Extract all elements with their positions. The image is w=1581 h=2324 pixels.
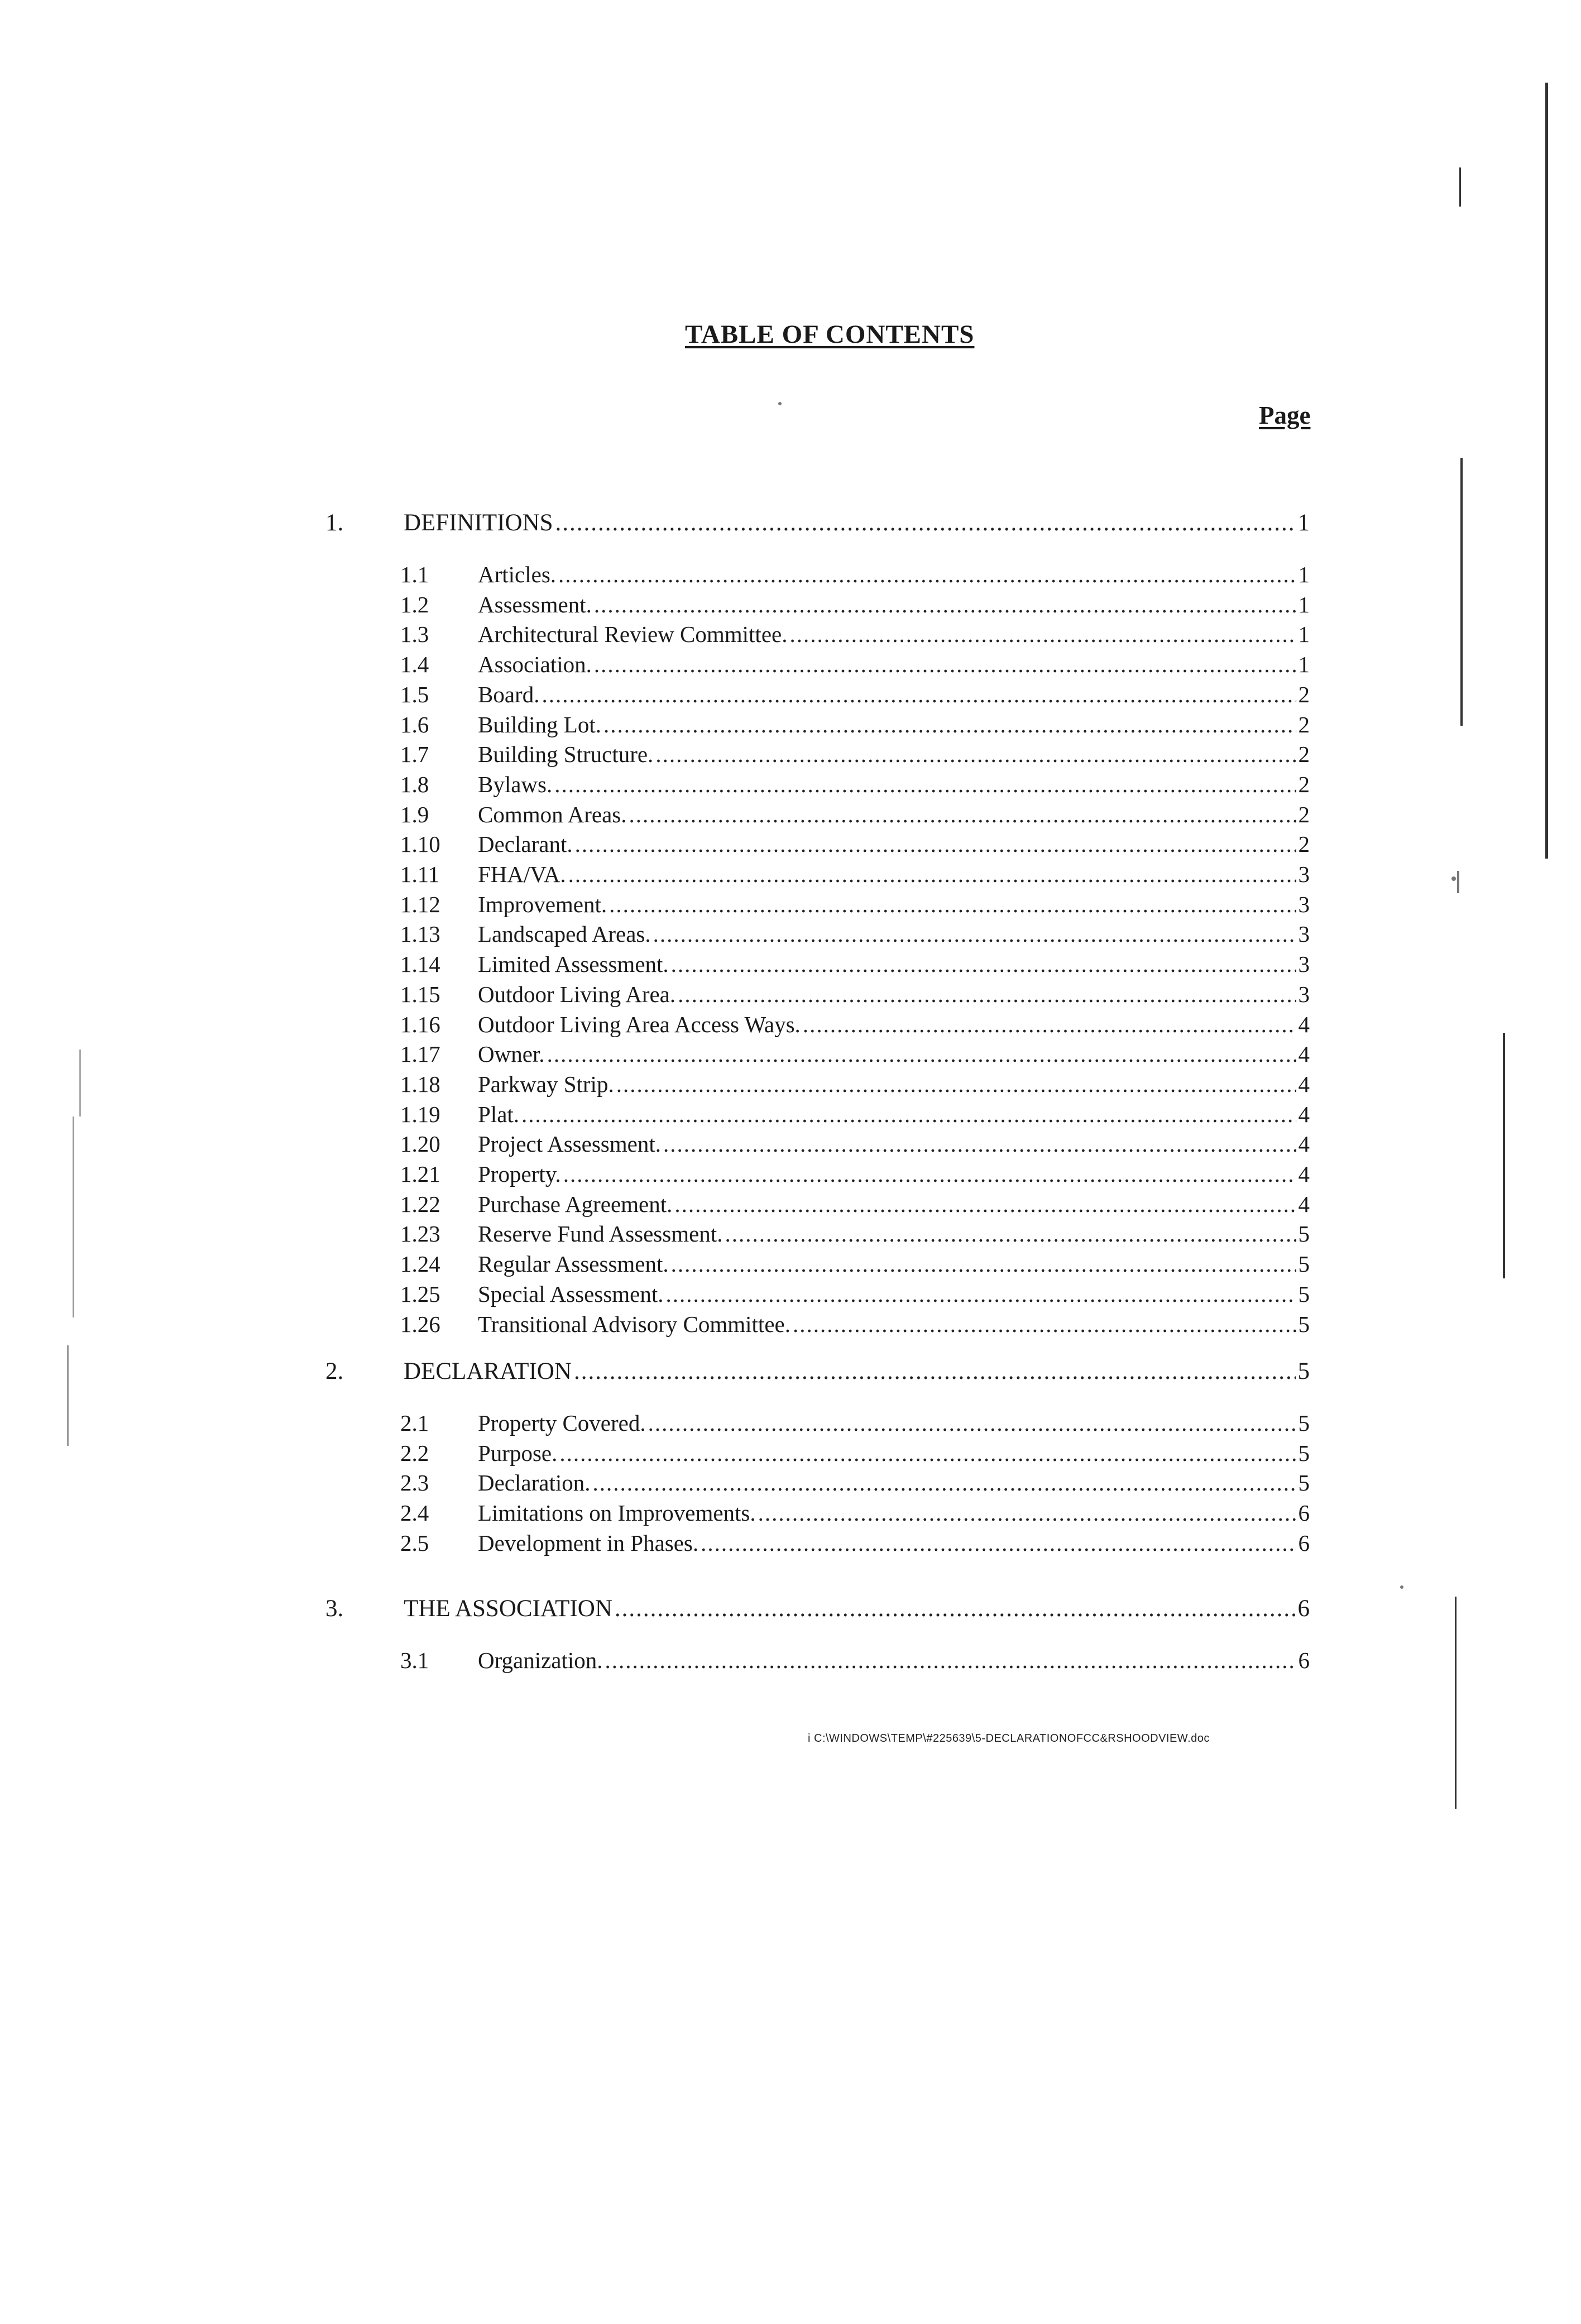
toc-entry-number: 2. bbox=[325, 1358, 344, 1384]
dot-leader bbox=[609, 890, 1296, 919]
toc-entry-page: 2 bbox=[1298, 801, 1310, 827]
toc-entry-page: 4 bbox=[1298, 1101, 1310, 1127]
toc-entry-title: Landscaped Areas. bbox=[478, 921, 651, 947]
toc-entry-row bbox=[400, 830, 1310, 859]
toc-entry-number: 3. bbox=[325, 1595, 344, 1622]
toc-entry-page: 5 bbox=[1298, 1281, 1310, 1307]
toc-entry-number: 1. bbox=[325, 510, 344, 536]
scan-speck bbox=[1457, 871, 1459, 893]
dot-leader bbox=[574, 1357, 1296, 1386]
dot-leader bbox=[789, 620, 1296, 649]
dot-leader bbox=[671, 1249, 1296, 1279]
toc-entry-page: 4 bbox=[1298, 1191, 1310, 1217]
toc-entry-title: Transitional Advisory Committee. bbox=[478, 1311, 790, 1337]
toc-entry-row bbox=[400, 1070, 1310, 1099]
toc-entry-row bbox=[400, 1498, 1310, 1528]
toc-entry-page: 1 bbox=[1297, 510, 1310, 536]
toc-entry-row bbox=[400, 1310, 1310, 1339]
scan-edge-line bbox=[79, 1050, 81, 1117]
toc-entry-number: 1.26 bbox=[400, 1311, 440, 1337]
toc-entry-row bbox=[400, 650, 1310, 679]
toc-entry-page: 5 bbox=[1297, 1358, 1310, 1384]
toc-entry-number: 1.5 bbox=[400, 681, 429, 707]
toc-entry-page: 2 bbox=[1298, 771, 1310, 797]
dot-leader bbox=[615, 1594, 1296, 1623]
toc-entry-number: 1.21 bbox=[400, 1161, 440, 1187]
toc-entry-title: Board. bbox=[478, 681, 540, 707]
toc-entry-row bbox=[400, 1249, 1310, 1279]
dot-leader bbox=[568, 860, 1296, 889]
dot-leader bbox=[616, 1070, 1296, 1099]
toc-entry-title: Improvement. bbox=[478, 891, 607, 917]
dot-leader bbox=[629, 800, 1296, 830]
toc-entry-title: Owner. bbox=[478, 1041, 545, 1067]
dot-leader bbox=[559, 1439, 1296, 1468]
toc-entry-number: 2.5 bbox=[400, 1530, 429, 1556]
dot-leader bbox=[547, 1039, 1296, 1069]
toc-entry-number: 1.8 bbox=[400, 771, 429, 797]
scan-speck bbox=[1451, 876, 1456, 881]
toc-entry-number: 1.19 bbox=[400, 1101, 440, 1127]
toc-entry-page: 4 bbox=[1298, 1071, 1310, 1097]
dot-leader bbox=[555, 508, 1296, 538]
toc-entry-page: 4 bbox=[1298, 1131, 1310, 1157]
dot-leader bbox=[605, 1646, 1296, 1675]
toc-entry-page: 1 bbox=[1298, 562, 1310, 587]
toc-entry-page: 3 bbox=[1298, 921, 1310, 947]
toc-entry-title: Architectural Review Committee. bbox=[478, 621, 788, 648]
toc-entry-number: 1.6 bbox=[400, 711, 429, 737]
dot-leader bbox=[592, 1468, 1296, 1498]
toc-entry-title: Common Areas. bbox=[478, 801, 627, 827]
toc-entry-number: 2.3 bbox=[400, 1470, 429, 1496]
toc-entry-title: Property Covered. bbox=[478, 1410, 646, 1436]
toc-entry-number: 2.1 bbox=[400, 1410, 429, 1436]
toc-entry-row bbox=[400, 1129, 1310, 1159]
toc-entry-row bbox=[400, 1039, 1310, 1069]
toc-entry-page: 1 bbox=[1298, 651, 1310, 678]
dot-leader bbox=[655, 740, 1296, 769]
toc-entry-row bbox=[400, 710, 1310, 740]
dot-leader bbox=[521, 1100, 1296, 1129]
toc-entry-page: 4 bbox=[1298, 1041, 1310, 1067]
toc-entry-number: 1.22 bbox=[400, 1191, 440, 1217]
toc-entry-row bbox=[400, 1528, 1310, 1558]
toc-title: TABLE OF CONTENTS bbox=[685, 320, 975, 349]
toc-entry-title: Articles. bbox=[478, 562, 557, 587]
toc-entry-title: DECLARATION bbox=[404, 1358, 572, 1384]
toc-entry-title: FHA/VA. bbox=[478, 861, 566, 887]
toc-entry-title: Regular Assessment. bbox=[478, 1251, 669, 1277]
toc-entry-title: Project Assessment. bbox=[478, 1131, 661, 1157]
toc-entry-row bbox=[400, 1159, 1310, 1189]
scan-edge-line bbox=[1460, 458, 1463, 726]
toc-entry-title: Limitations on Improvements. bbox=[478, 1500, 756, 1526]
scan-edge-line bbox=[1545, 83, 1548, 859]
toc-entry-row bbox=[400, 590, 1310, 620]
toc-entry-page: 3 bbox=[1298, 861, 1310, 887]
toc-entry-row bbox=[400, 919, 1310, 949]
scan-edge-line bbox=[1455, 1597, 1457, 1809]
dot-leader bbox=[758, 1498, 1296, 1528]
toc-entry-number: 1.15 bbox=[400, 981, 440, 1007]
dot-leader bbox=[648, 1408, 1296, 1438]
dot-leader bbox=[603, 710, 1296, 740]
dot-leader bbox=[671, 950, 1296, 979]
toc-entry-number: 1.9 bbox=[400, 801, 429, 827]
dot-leader bbox=[725, 1219, 1296, 1249]
dot-leader bbox=[793, 1310, 1296, 1339]
toc-entry-title: Parkway Strip. bbox=[478, 1071, 614, 1097]
scan-edge-line bbox=[1459, 167, 1461, 207]
toc-entry-page: 2 bbox=[1298, 711, 1310, 737]
scan-edge-line bbox=[73, 1117, 74, 1317]
toc-entry-title: Purchase Agreement. bbox=[478, 1191, 673, 1217]
toc-entry-number: 1.7 bbox=[400, 741, 429, 768]
toc-entry-title: Purpose. bbox=[478, 1440, 558, 1466]
toc-entry-number: 1.3 bbox=[400, 621, 429, 648]
toc-entry-row bbox=[400, 1468, 1310, 1498]
toc-entry-title: Property. bbox=[478, 1161, 561, 1187]
toc-entry-number: 1.4 bbox=[400, 651, 429, 678]
dot-leader bbox=[678, 980, 1296, 1009]
dot-leader bbox=[653, 919, 1296, 949]
toc-section-row bbox=[325, 508, 1310, 538]
toc-entry-title: Organization. bbox=[478, 1647, 603, 1673]
toc-entry-title: Declarant. bbox=[478, 831, 573, 857]
toc-entry-page: 5 bbox=[1298, 1311, 1310, 1337]
toc-entry-page: 5 bbox=[1298, 1470, 1310, 1496]
dot-leader bbox=[563, 1159, 1296, 1189]
toc-entry-title: Plat. bbox=[478, 1101, 520, 1127]
toc-entry-row bbox=[400, 860, 1310, 889]
toc-entry-page: 2 bbox=[1298, 831, 1310, 857]
page-column-header: Page bbox=[1259, 401, 1311, 429]
toc-entry-number: 1.25 bbox=[400, 1281, 440, 1307]
toc-entry-number: 1.17 bbox=[400, 1041, 440, 1067]
toc-section-row bbox=[325, 1357, 1310, 1386]
toc-entry-page: 5 bbox=[1298, 1440, 1310, 1466]
toc-entry-page: 6 bbox=[1298, 1530, 1310, 1556]
toc-entry-number: 1.10 bbox=[400, 831, 440, 857]
toc-entry-page: 5 bbox=[1298, 1221, 1310, 1247]
toc-entry-number: 1.12 bbox=[400, 891, 440, 917]
toc-entry-number: 1.18 bbox=[400, 1071, 440, 1097]
toc-entry-row bbox=[400, 800, 1310, 830]
toc-entry-row bbox=[400, 1219, 1310, 1249]
toc-entry-page: 2 bbox=[1298, 741, 1310, 768]
toc-entry-page: 3 bbox=[1298, 951, 1310, 977]
toc-entry-page: 1 bbox=[1298, 621, 1310, 648]
toc-entry-title: Assessment. bbox=[478, 591, 592, 617]
toc-entry-title: Reserve Fund Assessment. bbox=[478, 1221, 723, 1247]
toc-entry-row bbox=[400, 950, 1310, 979]
toc-entry-number: 3.1 bbox=[400, 1647, 429, 1673]
toc-entry-row bbox=[400, 1190, 1310, 1219]
toc-entry-number: 1.2 bbox=[400, 591, 429, 617]
toc-entry-page: 3 bbox=[1298, 891, 1310, 917]
toc-entry-title: Special Assessment. bbox=[478, 1281, 664, 1307]
toc-entry-title: Building Structure. bbox=[478, 741, 654, 768]
toc-entry-number: 1.11 bbox=[400, 861, 440, 887]
toc-entry-number: 1.16 bbox=[400, 1011, 440, 1037]
footer-file-path: i C:\WINDOWS\TEMP\#225639\5-DECLARATIONOFCC&RSHOODVIEW.doc bbox=[808, 1732, 1210, 1745]
toc-entry-title: Building Lot. bbox=[478, 711, 601, 737]
toc-entry-page: 5 bbox=[1298, 1410, 1310, 1436]
toc-entry-row bbox=[400, 1280, 1310, 1309]
dot-leader bbox=[575, 830, 1296, 859]
dot-leader bbox=[663, 1129, 1296, 1159]
toc-entry-page: 6 bbox=[1297, 1595, 1310, 1622]
scan-speck bbox=[1400, 1585, 1403, 1589]
toc-entry-page: 4 bbox=[1298, 1161, 1310, 1187]
toc-entry-title: Bylaws. bbox=[478, 771, 553, 797]
toc-entry-number: 1.14 bbox=[400, 951, 440, 977]
toc-entry-title: DEFINITIONS bbox=[404, 510, 553, 536]
dot-leader bbox=[594, 650, 1296, 679]
toc-entry-row bbox=[400, 680, 1310, 710]
toc-entry-row bbox=[400, 1439, 1310, 1468]
dot-leader bbox=[558, 560, 1296, 590]
toc-entry-number: 1.1 bbox=[400, 562, 429, 587]
toc-entry-page: 5 bbox=[1298, 1251, 1310, 1277]
toc-entry-row bbox=[400, 770, 1310, 799]
toc-entry-row bbox=[400, 890, 1310, 919]
toc-entry-title: Declaration. bbox=[478, 1470, 591, 1496]
toc-entry-row bbox=[400, 740, 1310, 769]
dot-leader bbox=[666, 1280, 1296, 1309]
toc-entry-title: Limited Assessment. bbox=[478, 951, 669, 977]
scan-edge-line bbox=[1503, 1033, 1505, 1278]
dot-leader bbox=[803, 1010, 1296, 1039]
toc-entry-row bbox=[400, 560, 1310, 590]
toc-entry-row bbox=[400, 1010, 1310, 1039]
toc-entry-title: THE ASSOCIATION bbox=[404, 1595, 612, 1622]
toc-entry-title: Outdoor Living Area Access Ways. bbox=[478, 1011, 801, 1037]
toc-entry-row bbox=[400, 620, 1310, 649]
scan-edge-line bbox=[67, 1345, 69, 1446]
dot-leader bbox=[674, 1190, 1296, 1219]
toc-entry-row bbox=[400, 1408, 1310, 1438]
toc-entry-page: 4 bbox=[1298, 1011, 1310, 1037]
toc-entry-page: 2 bbox=[1298, 681, 1310, 707]
toc-entry-page: 6 bbox=[1298, 1500, 1310, 1526]
toc-entry-number: 1.20 bbox=[400, 1131, 440, 1157]
toc-entry-number: 2.2 bbox=[400, 1440, 429, 1466]
toc-entry-number: 1.13 bbox=[400, 921, 440, 947]
toc-entry-title: Development in Phases. bbox=[478, 1530, 699, 1556]
toc-section-row bbox=[325, 1594, 1310, 1623]
dot-leader bbox=[594, 590, 1296, 620]
toc-entry-page: 6 bbox=[1298, 1647, 1310, 1673]
toc-entry-number: 2.4 bbox=[400, 1500, 429, 1526]
dot-leader bbox=[554, 770, 1296, 799]
toc-entry-row bbox=[400, 980, 1310, 1009]
toc-entry-row bbox=[400, 1100, 1310, 1129]
dot-leader bbox=[701, 1528, 1296, 1558]
toc-entry-page: 3 bbox=[1298, 981, 1310, 1007]
scan-speck bbox=[778, 402, 782, 405]
toc-entry-page: 1 bbox=[1298, 591, 1310, 617]
toc-entry-row bbox=[400, 1646, 1310, 1675]
toc-entry-title: Association. bbox=[478, 651, 592, 678]
toc-entry-title: Outdoor Living Area. bbox=[478, 981, 676, 1007]
toc-entry-number: 1.23 bbox=[400, 1221, 440, 1247]
dot-leader bbox=[542, 680, 1296, 710]
toc-entry-number: 1.24 bbox=[400, 1251, 440, 1277]
